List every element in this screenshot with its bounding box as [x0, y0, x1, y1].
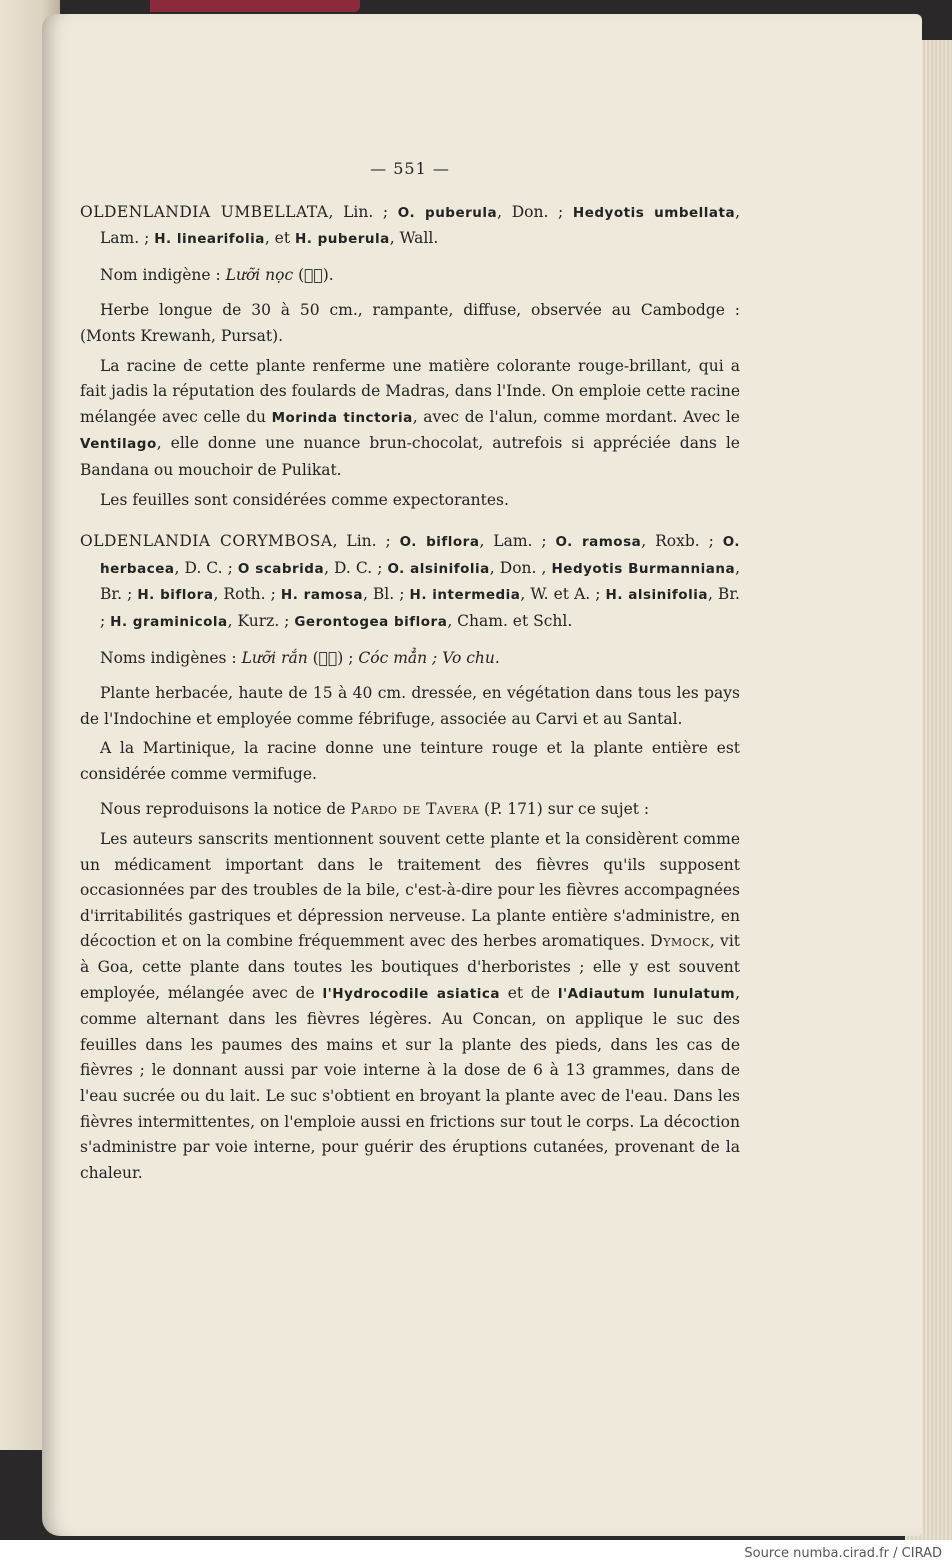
synonym: H. linearifolia	[154, 231, 265, 248]
paragraph: Nous reproduisons la notice de Pardo de Tavera (P. 171) sur ce sujet :	[100, 800, 650, 819]
page-number: — 551 —	[370, 159, 450, 178]
page-text	[80, 156, 740, 1186]
quoted-notice: Les auteurs sanscrits mentionnent souvent cette plante et la considèrent comme un médicament important dans le traitement des fièvres qu'ils supposent occasionnées par des troubles de la bile, c'est-à-dire pour les fièvres accompagnées d'irritabilités gastriques et dépression nerveuse. La plante entière s'administre, en décoction et on la combine fréquemment avec des herbes aromatiques. Dymock, vit à Goa, cette plante dans toutes les boutiques d'herboristes ; elle y est souvent employée, mélangée avec de l'Hydrocodile asiatica et de l'Adiautum lunulatum, comme alternant dans les fièvres légères. Au Concan, on applique le suc des feuilles dans les paumes des mains et sur la plante des pieds, dans les cas de fièvres ; le donnant aussi par voie interne à la dose de 6 à 13 grammes, dans de l'eau sucrée ou du lait. Le suc s'obtient en broyant la plante avec de l'eau. Dans les fièvres intermittentes, on l'emploie aussi en frictions sur tout le corps. La décoction s'administre par voie interne, pour guérir des éruptions cutanées, provenant de la chaleur.	[80, 830, 741, 1182]
source-credit: Source numba.cirad.fr / CIRAD	[744, 1546, 942, 1561]
synonym: Hedyotis umbellata	[572, 204, 736, 221]
paragraph: Les feuilles sont considérées comme expectorantes.	[100, 490, 509, 509]
entry-heading-corymbosa: OLDENLANDIA CORYMBOSA, Lin. ; O. biflora, Lam. ; O. ramosa, Roxb. ; O. herbacea, D. C. ; O scabrida, D. C. ; O. alsinifolia, Don. , Hedyotis Burmanniana, Br. ; H. biflora, Roth. ; H. ramosa, Bl. ; H. intermedia, W. et A. ; H. alsinifolia, Br. ; H. graminicola, Kurz. ; Gerontogea biflora, Cham. et Schl.	[80, 532, 741, 630]
paragraph: Plante herbacée, haute de 15 à 40 cm. dressée, en végétation dans tous les pays de l'Indochine et employée comme fébrifuge, associée au Carvi et au Santal.	[80, 684, 740, 728]
synonym: O. puberula	[397, 204, 498, 221]
paragraph: Herbe longue de 30 à 50 cm., rampante, diffuse, observée au Cambodge : (Monts Krewanh, Pursat).	[80, 301, 740, 345]
paragraph: A la Martinique, la racine donne une teinture rouge et la plante entière est considérée comme vermifuge.	[80, 739, 740, 783]
species-name: OLDENLANDIA UMBELLATA	[80, 202, 329, 221]
synonym: H. puberula	[295, 231, 390, 248]
book-spine	[150, 0, 360, 12]
native-names: Noms indigènes : Lưỡi rắn (𦧜蛇) ; Cóc mẳn ; Vo chu.	[100, 648, 500, 667]
species-name: OLDENLANDIA CORYMBOSA	[80, 532, 333, 551]
native-name: Nom indigène : Lưỡi nọc (𦧜毒).	[100, 265, 334, 284]
entry-heading-umbellata: OLDENLANDIA UMBELLATA, Lin. ; O. puberula, Don. ; Hedyotis umbellata, Lam. ; H. linearifolia, et H. puberula, Wall.	[80, 202, 741, 248]
paragraph: La racine de cette plante renferme une matière colorante rouge-brillant, qui a fait jadis la réputation des foulards de Madras, dans l'Inde. On emploie cette racine mélangée avec celle du Morinda tinctoria, avec de l'alun, comme mordant. Avec le Ventilago, elle donne une nuance brun-chocolat, autrefois si appréciée dans le Bandana ou mouchoir de Pulikat.	[80, 356, 740, 479]
